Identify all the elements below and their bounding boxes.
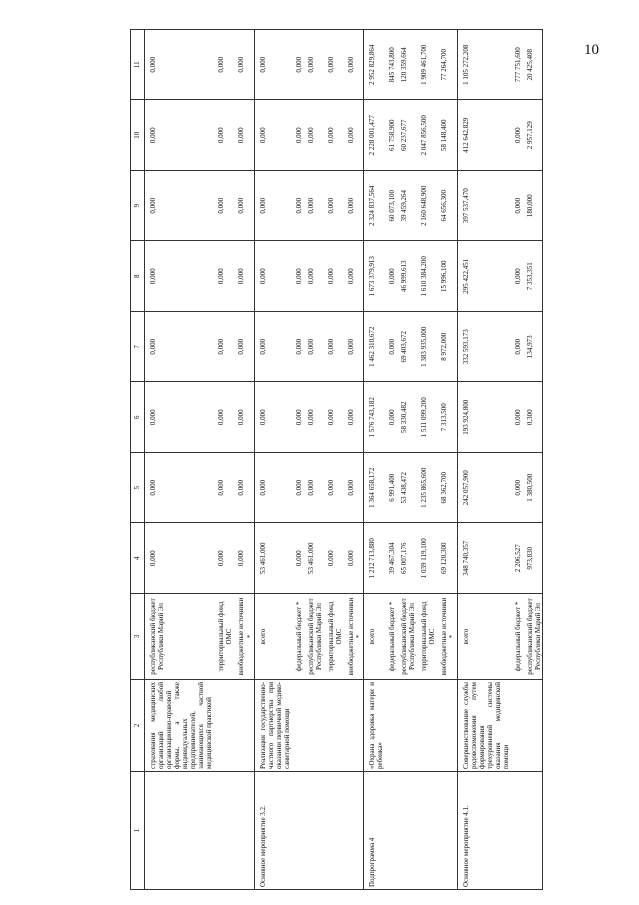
program-cell xyxy=(510,772,522,890)
description-cell xyxy=(213,680,233,772)
table-row xyxy=(145,30,214,890)
value-cell: 61 758,900 xyxy=(384,100,396,171)
value-cell: 2 160 648,900 xyxy=(416,171,436,242)
value-cell: 77 264,700 xyxy=(436,30,457,101)
description-cell xyxy=(384,680,396,772)
value-cell: 0,000 xyxy=(291,453,303,524)
value-cell: 0,300 xyxy=(522,382,543,453)
column-header-6: 6 xyxy=(131,382,145,453)
table-header-row xyxy=(131,30,145,890)
value-cell: 0,000 xyxy=(510,382,522,453)
value-cell: 39 467,304 xyxy=(384,523,396,594)
value-cell: 7 313,500 xyxy=(436,382,457,453)
column-header-10: 10 xyxy=(131,100,145,171)
value-cell: 0,000 xyxy=(254,100,291,171)
value-cell: 0,000 xyxy=(510,100,522,171)
funding-source-cell: территориальный фонд ОМС xyxy=(416,594,436,680)
value-cell: 53 461,000 xyxy=(303,523,323,594)
value-cell: 64 656,300 xyxy=(436,171,457,242)
value-cell: 845 743,800 xyxy=(384,30,396,101)
value-cell: 0,000 xyxy=(291,171,303,242)
funding-source-cell: всего xyxy=(364,594,385,680)
value-cell: 0,000 xyxy=(233,312,254,383)
value-cell: 58 148,400 xyxy=(436,100,457,171)
value-cell: 0,000 xyxy=(343,171,364,242)
value-cell: 0,000 xyxy=(233,523,254,594)
table-row xyxy=(364,30,385,890)
value-cell: 2 324 837,564 xyxy=(364,171,385,242)
program-cell xyxy=(436,772,457,890)
value-cell: 0,000 xyxy=(323,241,343,312)
value-cell: 0,000 xyxy=(291,241,303,312)
value-cell: 68 362,700 xyxy=(436,453,457,524)
value-cell: 0,000 xyxy=(343,312,364,383)
column-header-2: 2 xyxy=(131,680,145,772)
column-header-1: 1 xyxy=(131,772,145,890)
column-header-7: 7 xyxy=(131,312,145,383)
value-cell: 0,000 xyxy=(303,382,323,453)
value-cell: 0,000 xyxy=(254,30,291,101)
value-cell: 39 459,264 xyxy=(396,171,416,242)
program-cell xyxy=(213,772,233,890)
value-cell: 7 353,351 xyxy=(522,241,543,312)
value-cell: 0,000 xyxy=(303,312,323,383)
value-cell: 53 438,472 xyxy=(396,453,416,524)
value-cell: 777 751,600 xyxy=(510,30,522,101)
value-cell: 0,000 xyxy=(343,100,364,171)
value-cell: 348 740,357 xyxy=(457,523,510,594)
value-cell: 0,000 xyxy=(510,171,522,242)
value-cell: 46 999,613 xyxy=(396,241,416,312)
value-cell: 6 991,400 xyxy=(384,453,396,524)
value-cell: 193 924,800 xyxy=(457,382,510,453)
value-cell: 0,000 xyxy=(323,30,343,101)
value-cell: 0,000 xyxy=(213,30,233,101)
value-cell: 0,000 xyxy=(323,453,343,524)
value-cell: 0,000 xyxy=(343,382,364,453)
description-cell: Совершенствование службы родовспоможения путем формирования трехуровневой системы оказания медицинской помощи xyxy=(457,680,510,772)
description-cell xyxy=(436,680,457,772)
value-cell: 0,000 xyxy=(343,30,364,101)
value-cell: 0,000 xyxy=(291,30,303,101)
column-header-9: 9 xyxy=(131,171,145,242)
description-cell xyxy=(396,680,416,772)
value-cell: 0,000 xyxy=(323,312,343,383)
value-cell: 1 105 272,208 xyxy=(457,30,510,101)
value-cell: 973,830 xyxy=(522,523,543,594)
funding-source-cell: федеральный бюджет * xyxy=(384,594,396,680)
program-cell xyxy=(323,772,343,890)
program-cell xyxy=(145,772,214,890)
value-cell: 134,973 xyxy=(522,312,543,383)
table-row xyxy=(457,30,510,890)
value-cell: 0,000 xyxy=(384,312,396,383)
funding-source-cell: всего xyxy=(254,594,291,680)
value-cell: 2 228 001,477 xyxy=(364,100,385,171)
table-row xyxy=(303,30,323,890)
value-cell: 0,000 xyxy=(254,453,291,524)
value-cell: 242 057,900 xyxy=(457,453,510,524)
funding-source-cell: федеральный бюджет * xyxy=(291,594,303,680)
table-row xyxy=(233,30,254,890)
value-cell: 0,000 xyxy=(384,382,396,453)
funding-source-cell: внебюджетные источники * xyxy=(233,594,254,680)
value-cell: 8 972,000 xyxy=(436,312,457,383)
value-cell: 0,000 xyxy=(323,100,343,171)
description-cell xyxy=(522,680,543,772)
value-cell: 0,000 xyxy=(145,523,214,594)
value-cell: 0,000 xyxy=(323,382,343,453)
description-cell: «Охрана здоровья матери и ребенка» xyxy=(364,680,385,772)
value-cell: 0,000 xyxy=(291,312,303,383)
value-cell: 2 952 829,864 xyxy=(364,30,385,101)
page-number: 10 xyxy=(584,42,599,58)
value-cell: 0,000 xyxy=(233,241,254,312)
value-cell: 0,000 xyxy=(213,312,233,383)
value-cell: 1 511 099,200 xyxy=(416,382,436,453)
funding-source-cell: республиканский бюджет Республики Марий Эл xyxy=(145,594,214,680)
value-cell: 65 007,176 xyxy=(396,523,416,594)
table-row xyxy=(343,30,364,890)
value-cell: 0,000 xyxy=(254,241,291,312)
program-cell: Подпрограмма 4 xyxy=(364,772,385,890)
program-cell xyxy=(343,772,364,890)
value-cell: 0,000 xyxy=(145,171,214,242)
value-cell: 1 576 743,182 xyxy=(364,382,385,453)
description-cell xyxy=(233,680,254,772)
column-header-8: 8 xyxy=(131,241,145,312)
value-cell: 0,000 xyxy=(510,241,522,312)
value-cell: 1 212 713,880 xyxy=(364,523,385,594)
value-cell: 0,000 xyxy=(254,171,291,242)
table-row xyxy=(436,30,457,890)
value-cell: 397 537,470 xyxy=(457,171,510,242)
value-cell: 0,000 xyxy=(254,312,291,383)
value-cell: 15 996,100 xyxy=(436,241,457,312)
value-cell: 1 610 384,200 xyxy=(416,241,436,312)
value-cell: 0,000 xyxy=(291,100,303,171)
value-cell: 412 642,829 xyxy=(457,100,510,171)
funding-source-cell: республиканский бюджет Республики Марий Эл xyxy=(522,594,543,680)
value-cell: 0,000 xyxy=(510,312,522,383)
program-cell: Основное мероприятие 3.2. xyxy=(254,772,291,890)
funding-source-cell: территориальный фонд ОМС xyxy=(213,594,233,680)
program-cell xyxy=(233,772,254,890)
value-cell: 332 593,173 xyxy=(457,312,510,383)
table-stage xyxy=(130,30,550,890)
value-cell: 0,000 xyxy=(145,100,214,171)
value-cell: 0,000 xyxy=(343,241,364,312)
program-cell: Основное мероприятие 4.1. xyxy=(457,772,510,890)
funding-source-cell: республиканский бюджет Республики Марий Эл xyxy=(396,594,416,680)
value-cell: 120 359,664 xyxy=(396,30,416,101)
value-cell: 0,000 xyxy=(303,453,323,524)
value-cell: 0,000 xyxy=(323,523,343,594)
table-body xyxy=(145,30,543,890)
value-cell: 0,000 xyxy=(213,382,233,453)
value-cell: 2 047 856,500 xyxy=(416,100,436,171)
table-row xyxy=(416,30,436,890)
table-row xyxy=(323,30,343,890)
description-cell xyxy=(416,680,436,772)
value-cell: 0,000 xyxy=(233,453,254,524)
program-cell xyxy=(384,772,396,890)
value-cell: 0,000 xyxy=(303,171,323,242)
value-cell: 0,000 xyxy=(213,100,233,171)
value-cell: 0,000 xyxy=(254,382,291,453)
value-cell: 0,000 xyxy=(145,312,214,383)
value-cell: 53 461,000 xyxy=(254,523,291,594)
description-cell xyxy=(510,680,522,772)
value-cell: 0,000 xyxy=(343,453,364,524)
value-cell: 1 039 119,100 xyxy=(416,523,436,594)
value-cell: 0,000 xyxy=(213,241,233,312)
table-row xyxy=(510,30,522,890)
value-cell: 60 073,100 xyxy=(384,171,396,242)
value-cell: 180,000 xyxy=(522,171,543,242)
value-cell: 0,000 xyxy=(323,171,343,242)
value-cell: 1 235 865,600 xyxy=(416,453,436,524)
value-cell: 0,000 xyxy=(145,453,214,524)
table-row xyxy=(213,30,233,890)
column-header-5: 5 xyxy=(131,453,145,524)
table-row xyxy=(291,30,303,890)
column-header-11: 11 xyxy=(131,30,145,101)
value-cell: 0,000 xyxy=(213,523,233,594)
table-row xyxy=(384,30,396,890)
value-cell: 0,000 xyxy=(145,30,214,101)
description-cell: страхования медицинских организаций любой организационно-правовой формы, а также индивидуальных предпринимателей, занимающихся частной медицинской практикой xyxy=(145,680,214,772)
description-cell xyxy=(291,680,303,772)
value-cell: 58 330,482 xyxy=(396,382,416,453)
value-cell: 2 206,527 xyxy=(510,523,522,594)
value-cell: 0,000 xyxy=(291,382,303,453)
value-cell: 295 422,451 xyxy=(457,241,510,312)
value-cell: 0,000 xyxy=(145,241,214,312)
value-cell: 1 383 935,000 xyxy=(416,312,436,383)
program-cell xyxy=(291,772,303,890)
funding-source-cell: республиканский бюджет Республики Марий Эл xyxy=(303,594,323,680)
value-cell: 0,000 xyxy=(233,100,254,171)
value-cell: 1 462 310,672 xyxy=(364,312,385,383)
value-cell: 1 673 379,913 xyxy=(364,241,385,312)
value-cell: 0,000 xyxy=(213,171,233,242)
funding-source-cell: внебюджетные источники * xyxy=(343,594,364,680)
value-cell: 2 957,129 xyxy=(522,100,543,171)
value-cell: 0,000 xyxy=(303,30,323,101)
value-cell: 0,000 xyxy=(343,523,364,594)
column-header-3: 3 xyxy=(131,594,145,680)
table-row xyxy=(254,30,291,890)
description-cell xyxy=(303,680,323,772)
description-cell: Реализация государственно-частного партнерства при оказании первичной медико-санитарной помощи xyxy=(254,680,291,772)
value-cell: 1 364 658,172 xyxy=(364,453,385,524)
value-cell: 69 403,672 xyxy=(396,312,416,383)
funding-source-cell: внебюджетные источники * xyxy=(436,594,457,680)
value-cell: 60 237,677 xyxy=(396,100,416,171)
value-cell: 0,000 xyxy=(233,30,254,101)
value-cell: 0,000 xyxy=(291,523,303,594)
column-header-4: 4 xyxy=(131,523,145,594)
budget-table xyxy=(130,29,543,890)
value-cell: 0,000 xyxy=(303,241,323,312)
value-cell: 69 120,300 xyxy=(436,523,457,594)
value-cell: 1 909 461,700 xyxy=(416,30,436,101)
program-cell xyxy=(396,772,416,890)
description-cell xyxy=(323,680,343,772)
funding-source-cell: территориальный фонд ОМС xyxy=(323,594,343,680)
description-cell xyxy=(343,680,364,772)
table-row xyxy=(396,30,416,890)
program-cell xyxy=(303,772,323,890)
program-cell xyxy=(522,772,543,890)
rotated-table-wrapper xyxy=(130,30,550,890)
value-cell: 20 425,408 xyxy=(522,30,543,101)
funding-source-cell: всего xyxy=(457,594,510,680)
value-cell: 0,000 xyxy=(145,382,214,453)
value-cell: 0,000 xyxy=(510,453,522,524)
program-cell xyxy=(416,772,436,890)
value-cell: 0,000 xyxy=(213,453,233,524)
value-cell: 1 380,500 xyxy=(522,453,543,524)
value-cell: 0,000 xyxy=(384,241,396,312)
value-cell: 0,000 xyxy=(233,171,254,242)
value-cell: 0,000 xyxy=(303,100,323,171)
funding-source-cell: федеральный бюджет * xyxy=(510,594,522,680)
value-cell: 0,000 xyxy=(233,382,254,453)
table-row xyxy=(522,30,543,890)
